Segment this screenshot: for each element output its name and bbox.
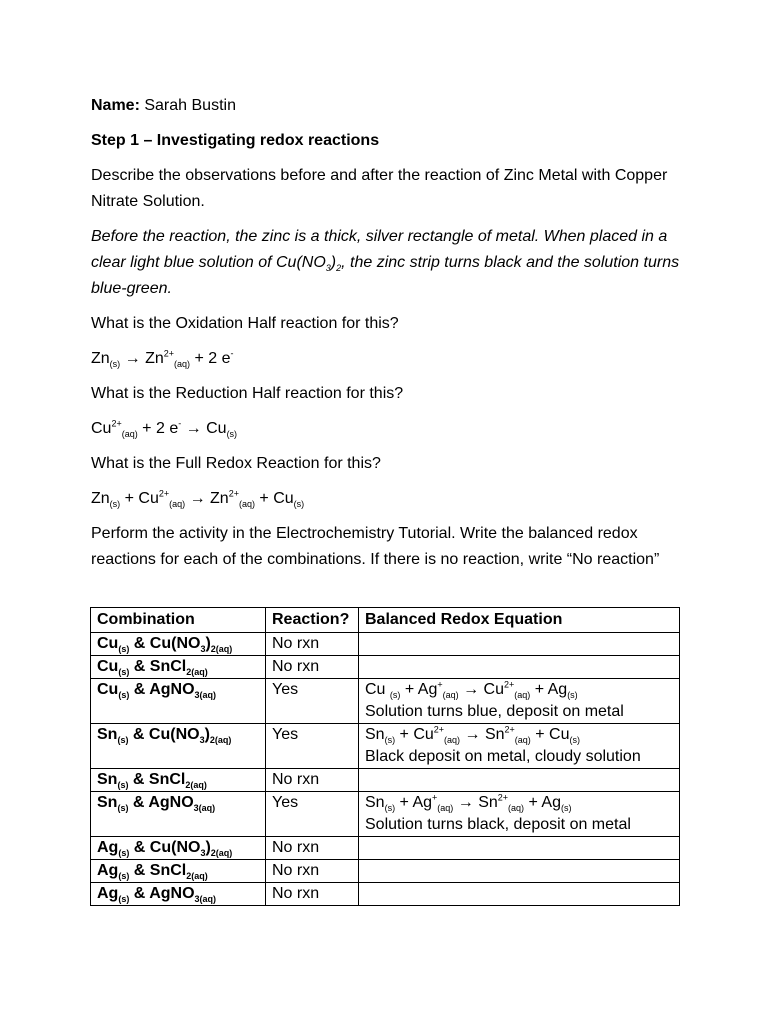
table-row <box>91 724 680 769</box>
full-question: What is the Full Redox Reaction for this? <box>91 455 381 472</box>
equation-cell <box>359 633 680 656</box>
name-line <box>91 93 691 119</box>
observation-note: Solution turns black, deposit on metal <box>365 816 631 833</box>
table-row <box>91 883 680 906</box>
equation-cell <box>359 769 680 792</box>
observation-answer: Before the reaction, the zinc is a thick, silver rectangle of metal. When placed in a clear light blue solution of $Cu(NO_3)_2$, the zinc strip turns black and the solution turns blue-green. <box>91 228 680 297</box>
reaction-cell: No rxn <box>266 860 359 883</box>
document-page <box>91 90 691 573</box>
reaction-cell: Yes <box>266 679 359 724</box>
combination-cell: $Sn_{(s)}$ & AgNO$_{3(aq)}$ <box>91 792 266 837</box>
header-reaction: Reaction? <box>266 608 359 633</box>
observation-note: Black deposit on metal, cloudy solution <box>365 748 641 765</box>
reduction-question: What is the Reduction Half reaction for this? <box>91 385 404 402</box>
equation-text: $Sn_{(s)} + Ag^+_{(aq)} \to Sn^{2+}_{(aq)} + Ag_{(s)}$ <box>365 792 572 814</box>
reaction-cell: No rxn <box>266 633 359 656</box>
reaction-cell: No rxn <box>266 883 359 906</box>
name-label: Name: <box>91 97 140 114</box>
equation-cell <box>359 837 680 860</box>
equation-cell <box>359 724 680 769</box>
equation-cell <box>359 883 680 906</box>
header-combination: Combination <box>91 608 266 633</box>
table-row <box>91 769 680 792</box>
reaction-cell: No rxn <box>266 837 359 860</box>
table-row <box>91 679 680 724</box>
equation-text: Cu $_{(s)} + Ag^+_{(aq)} \to Cu^{2+}_{(aq)} + Ag_{(s)}$ <box>365 679 578 701</box>
reaction-cell: No rxn <box>266 769 359 792</box>
equation-cell <box>359 679 680 724</box>
equation-text: $Sn_{(s)} + Cu^{2+}_{(aq)} \to Sn^{2+}_{(aq)} + Cu_{(s)}$ <box>365 724 580 746</box>
combination-cell: $Ag_{(s)}$ & AgNO$_{3(aq)}$ <box>91 883 266 906</box>
combination-cell: $Sn_{(s)}$ & $Cu(NO_3)_{2(aq)}$ <box>91 724 266 769</box>
reaction-cell: No rxn <box>266 656 359 679</box>
reaction-cell: Yes <box>266 792 359 837</box>
combination-cell: $Cu_{(s)}$ & SnCl$_{2(aq)}$ <box>91 656 266 679</box>
reaction-cell: Yes <box>266 724 359 769</box>
table-row <box>91 837 680 860</box>
table-row <box>91 860 680 883</box>
perform-prompt: Perform the activity in the Electrochemistry Tutorial. Write the balanced redox reactions for each of the combinations. If there is no reaction, write “No reaction” <box>91 525 660 568</box>
table-row <box>91 792 680 837</box>
equation-cell <box>359 656 680 679</box>
reactions-table <box>90 607 680 906</box>
observation-note: Solution turns blue, deposit on metal <box>365 703 624 720</box>
header-equation: Balanced Redox Equation <box>359 608 680 633</box>
combination-cell: $Cu_{(s)}$ & $Cu(NO_3)_{2(aq)}$ <box>91 633 266 656</box>
step-title: Step 1 – Investigating redox reactions <box>91 132 380 149</box>
combination-cell: $Cu_{(s)}$ & AgNO$_{3(aq)}$ <box>91 679 266 724</box>
equation-cell <box>359 860 680 883</box>
combination-cell: $Ag_{(s)}$ & SnCl$_{2(aq)}$ <box>91 860 266 883</box>
equation-cell <box>359 792 680 837</box>
full-equation: $Zn_{(s)} + Cu^{2+}_{(aq)} \to Zn^{2+}_{(aq)} + Cu_{(s)}$ <box>91 488 305 510</box>
reduction-equation: $Cu^{2+}_{(aq)} + 2$ $e^- \to Cu_{(s)}$ <box>91 418 238 440</box>
oxidation-equation: $Zn_{(s)} \to Zn^{2+}_{(aq)} + 2$ e- <box>91 348 234 370</box>
table-row <box>91 633 680 656</box>
combination-cell: $Ag_{(s)}$ & $Cu(NO_3)_{2(aq)}$ <box>91 837 266 860</box>
oxidation-question: What is the Oxidation Half reaction for this? <box>91 315 399 332</box>
name-value: Sarah Bustin <box>144 97 236 114</box>
table-row <box>91 656 680 679</box>
combination-cell: $Sn_{(s)}$ & SnCl$_{2(aq)}$ <box>91 769 266 792</box>
table-header-row <box>91 608 680 633</box>
describe-prompt: Describe the observations before and after the reaction of Zinc Metal with Copper Nitrate Solution. <box>91 167 668 210</box>
